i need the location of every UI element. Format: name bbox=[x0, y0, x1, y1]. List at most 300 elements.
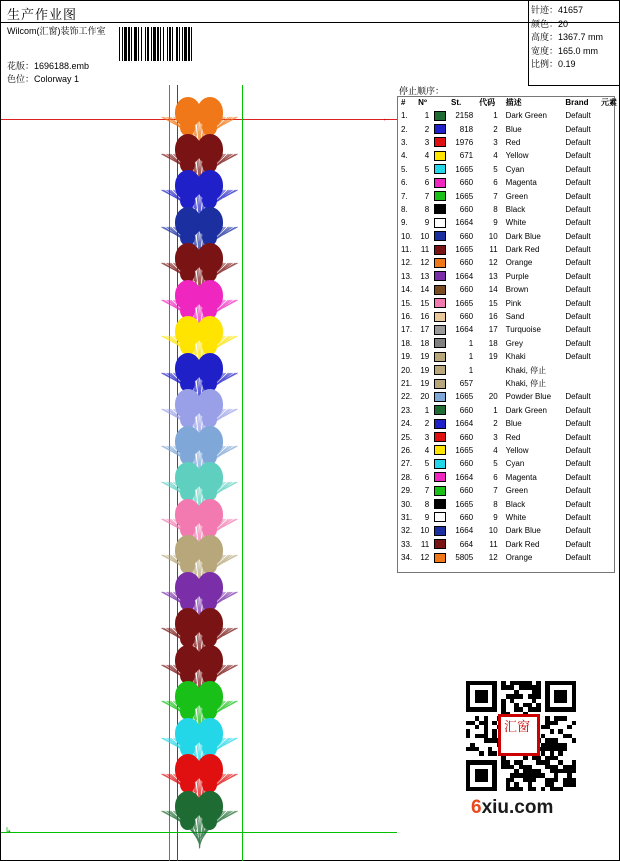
cell-number: 11 bbox=[420, 539, 430, 549]
cell-index: 7. bbox=[401, 191, 408, 201]
cell-number: 14 bbox=[420, 285, 430, 295]
marker-arrow-icon: ← bbox=[382, 114, 390, 123]
cell-description: Black bbox=[505, 499, 526, 509]
cell-description: Grey bbox=[505, 338, 523, 348]
cell-index: 28. bbox=[401, 472, 413, 482]
cell-brand: Default bbox=[565, 553, 591, 563]
table-row bbox=[399, 189, 619, 202]
cell-code: 10 bbox=[488, 526, 498, 536]
cell-code: 19 bbox=[488, 352, 498, 362]
cell-brand: Default bbox=[565, 218, 591, 228]
cell-brand: Default bbox=[565, 472, 591, 482]
cell-element bbox=[599, 203, 619, 216]
cell-number: 17 bbox=[420, 325, 430, 335]
cell-brand: Default bbox=[565, 178, 591, 188]
cell-brand: Default bbox=[565, 512, 591, 522]
col-number: Nº bbox=[418, 98, 427, 107]
table-row bbox=[399, 363, 619, 376]
cell-number: 2 bbox=[424, 124, 430, 134]
table-row bbox=[399, 122, 619, 135]
cell-index: 33. bbox=[401, 539, 413, 549]
color-swatch bbox=[434, 191, 446, 201]
cell-index: 16. bbox=[401, 312, 413, 322]
cell-number: 3 bbox=[424, 137, 430, 147]
cell-stitches: 664 bbox=[459, 539, 474, 549]
table-row bbox=[399, 350, 619, 363]
scale-value: 0.19 bbox=[558, 59, 576, 69]
cell-description: Yellow bbox=[505, 445, 529, 455]
cell-description: Green bbox=[505, 486, 528, 496]
cell-brand: Default bbox=[565, 499, 591, 509]
cell-element bbox=[599, 457, 619, 470]
cell-index: 15. bbox=[401, 298, 413, 308]
qr-module bbox=[466, 734, 470, 738]
cell-code: 7 bbox=[493, 191, 498, 201]
cell-index: 32. bbox=[401, 526, 413, 536]
cell-code: 9 bbox=[493, 512, 498, 522]
cell-brand bbox=[563, 377, 599, 390]
cell-swatch bbox=[432, 471, 449, 484]
cell-swatch bbox=[432, 390, 449, 403]
table-header-row bbox=[399, 97, 619, 109]
cell-index: 22. bbox=[401, 392, 413, 402]
col-code: 代码 bbox=[479, 98, 496, 107]
cell-swatch bbox=[432, 310, 449, 323]
cell-element bbox=[599, 216, 619, 229]
cell-element bbox=[599, 337, 619, 350]
cell-description: Dark Green bbox=[505, 111, 548, 121]
cell-swatch bbox=[432, 109, 449, 122]
cell-number: 12 bbox=[420, 553, 430, 563]
color-swatch bbox=[434, 137, 446, 147]
cell-number: 5 bbox=[424, 459, 430, 469]
cell-number: 16 bbox=[420, 312, 430, 322]
table-row bbox=[399, 323, 619, 336]
col-brand: Brand bbox=[565, 98, 589, 107]
color-swatch bbox=[434, 459, 446, 469]
qr-module bbox=[523, 756, 527, 760]
cell-brand: Default bbox=[565, 231, 591, 241]
cell-stitches: 818 bbox=[459, 124, 474, 134]
cell-code: 7 bbox=[493, 486, 498, 496]
qr-module bbox=[563, 699, 567, 703]
cell-code: 1 bbox=[493, 405, 498, 415]
cell-index: 23. bbox=[401, 405, 413, 415]
cell-brand: Default bbox=[565, 338, 591, 348]
qr-module bbox=[563, 747, 567, 751]
design-preview-canvas bbox=[1, 85, 397, 861]
cell-description: Powder Blue bbox=[505, 392, 552, 402]
color-swatch bbox=[434, 245, 446, 255]
cell-brand: Default bbox=[565, 392, 591, 402]
cell-description: White bbox=[505, 512, 527, 522]
cell-description: Khaki bbox=[505, 352, 526, 362]
cell-swatch bbox=[432, 377, 449, 390]
cell-swatch bbox=[432, 404, 449, 417]
cell-element bbox=[599, 538, 619, 551]
cell-stitches: 1665 bbox=[455, 392, 474, 402]
color-swatch bbox=[434, 526, 446, 536]
cell-description: Turquoise bbox=[505, 325, 541, 335]
info-divider-vertical bbox=[528, 1, 529, 85]
cell-stitches: 1665 bbox=[455, 245, 474, 255]
cell-index: 2. bbox=[401, 124, 408, 134]
watermark-brand bbox=[471, 797, 553, 819]
table-row bbox=[399, 310, 619, 323]
width-label: 宽度： bbox=[531, 45, 559, 56]
cell-description: Yellow bbox=[505, 151, 529, 161]
cell-element bbox=[599, 404, 619, 417]
stitches-label: 针迹： bbox=[531, 5, 559, 15]
table-row bbox=[399, 390, 619, 403]
table-row bbox=[399, 230, 619, 243]
cell-description: Orange bbox=[505, 258, 533, 268]
sequence-table bbox=[399, 97, 619, 564]
cell-element bbox=[599, 350, 619, 363]
qr-module bbox=[554, 721, 558, 725]
table-row bbox=[399, 404, 619, 417]
table-row bbox=[399, 243, 619, 256]
cell-swatch bbox=[432, 350, 449, 363]
cell-brand bbox=[563, 363, 599, 376]
cell-description: Khaki, 停止 bbox=[505, 379, 547, 388]
qr-module bbox=[554, 778, 558, 782]
page-title: 生产作业图 bbox=[7, 7, 78, 22]
motif-lobe-small bbox=[202, 813, 217, 830]
cell-element bbox=[599, 243, 619, 256]
color-swatch bbox=[434, 499, 446, 509]
cell-stitches: 1 bbox=[468, 352, 474, 362]
cell-swatch bbox=[432, 176, 449, 189]
cell-brand: Default bbox=[565, 419, 591, 429]
cell-description: Cyan bbox=[505, 164, 525, 174]
cell-stitches: 660 bbox=[459, 285, 474, 295]
cell-index: 13. bbox=[401, 271, 413, 281]
cell-index: 21. bbox=[401, 379, 413, 388]
cell-stitches: 1 bbox=[468, 338, 474, 348]
cell-description: Blue bbox=[505, 419, 522, 429]
cell-element bbox=[599, 296, 619, 309]
cell-brand: Default bbox=[565, 245, 591, 255]
cell-description: Sand bbox=[505, 312, 525, 322]
color-swatch bbox=[434, 419, 446, 429]
color-swatch bbox=[434, 392, 446, 402]
cell-stitches: 660 bbox=[459, 178, 474, 188]
cell-code: 14 bbox=[488, 285, 498, 295]
cell-stitches: 660 bbox=[459, 432, 474, 442]
cell-stitches: 1664 bbox=[455, 325, 474, 335]
color-swatch bbox=[434, 312, 446, 322]
qr-module bbox=[492, 707, 496, 711]
cell-number: 20 bbox=[420, 392, 430, 402]
cell-index: 29. bbox=[401, 486, 413, 496]
cell-stitches: 671 bbox=[459, 151, 474, 161]
color-swatch bbox=[434, 365, 446, 375]
cell-code: 6 bbox=[493, 178, 498, 188]
qr-module bbox=[479, 751, 483, 755]
cell-index: 3. bbox=[401, 137, 408, 147]
cell-stitches: 1665 bbox=[455, 298, 474, 308]
qr-module bbox=[519, 787, 523, 791]
cell-index: 18. bbox=[401, 338, 413, 348]
cell-number: 12 bbox=[420, 258, 430, 268]
cell-number: 3 bbox=[424, 432, 430, 442]
cell-brand: Default bbox=[565, 137, 591, 147]
cell-swatch bbox=[432, 497, 449, 510]
cell-stitches: 1 bbox=[468, 365, 474, 375]
cell-number: 10 bbox=[420, 231, 430, 241]
cell-stitches: 660 bbox=[459, 405, 474, 415]
cell-swatch bbox=[432, 457, 449, 470]
cell-code: 9 bbox=[493, 218, 498, 228]
cell-swatch bbox=[432, 216, 449, 229]
table-row bbox=[399, 163, 619, 176]
cell-stitches: 1664 bbox=[455, 271, 474, 281]
cell-swatch bbox=[432, 444, 449, 457]
cell-swatch bbox=[432, 270, 449, 283]
cell-code: 17 bbox=[488, 325, 498, 335]
table-row bbox=[399, 256, 619, 269]
cell-brand: Default bbox=[565, 298, 591, 308]
motif-lobe-small bbox=[180, 813, 195, 830]
table-row bbox=[399, 471, 619, 484]
cell-element bbox=[599, 363, 619, 376]
color-swatch bbox=[434, 204, 446, 214]
colors-value: 20 bbox=[558, 18, 569, 29]
cell-description: Dark Blue bbox=[505, 231, 541, 241]
color-swatch bbox=[434, 151, 446, 161]
cell-brand: Default bbox=[565, 111, 591, 121]
cell-number: 1 bbox=[424, 405, 430, 415]
qr-module bbox=[532, 787, 536, 791]
cell-index: 10. bbox=[401, 231, 413, 241]
cell-element bbox=[599, 551, 619, 564]
table-row bbox=[399, 283, 619, 296]
qr-module bbox=[572, 707, 576, 711]
cell-code: 4 bbox=[493, 445, 498, 455]
stitch-spray bbox=[151, 811, 247, 855]
title-divider bbox=[1, 22, 619, 23]
cell-index: 14. bbox=[401, 285, 413, 295]
table-row bbox=[399, 551, 619, 564]
qr-module bbox=[572, 721, 576, 725]
cell-brand: Default bbox=[565, 271, 591, 281]
color-swatch bbox=[434, 325, 446, 335]
cell-code: 13 bbox=[488, 271, 498, 281]
cell-brand: Default bbox=[565, 285, 591, 295]
table-row bbox=[399, 524, 619, 537]
table-row bbox=[399, 296, 619, 309]
cell-swatch bbox=[432, 203, 449, 216]
cell-code: 11 bbox=[489, 539, 498, 549]
color-swatch bbox=[434, 553, 446, 563]
cell-swatch bbox=[432, 149, 449, 162]
cell-number: 1 bbox=[424, 111, 430, 121]
cell-element bbox=[599, 444, 619, 457]
cell-swatch bbox=[432, 363, 449, 376]
cell-swatch bbox=[432, 551, 449, 564]
cell-description: Red bbox=[505, 432, 521, 442]
cell-element bbox=[599, 122, 619, 135]
cell-element bbox=[599, 417, 619, 430]
cell-element bbox=[599, 256, 619, 269]
cell-swatch bbox=[432, 484, 449, 497]
cell-index: 17. bbox=[401, 325, 413, 335]
color-swatch bbox=[434, 124, 446, 134]
cell-code: 10 bbox=[488, 231, 498, 241]
height-value: 1367.7 mm bbox=[558, 32, 604, 42]
table-row bbox=[399, 270, 619, 283]
cell-code: 11 bbox=[489, 245, 498, 255]
cell-index: 27. bbox=[401, 459, 413, 469]
table-row bbox=[399, 149, 619, 162]
cell-stitches: 5805 bbox=[455, 553, 474, 563]
cell-index: 30. bbox=[401, 499, 413, 509]
qr-module bbox=[519, 694, 523, 698]
cell-description: Red bbox=[505, 137, 521, 147]
cell-code: 8 bbox=[493, 204, 498, 214]
cell-description: Dark Red bbox=[505, 539, 540, 549]
colorway-label: 色位： bbox=[7, 74, 35, 84]
cell-description: Dark Green bbox=[505, 405, 548, 415]
cell-index: 6. bbox=[401, 178, 408, 188]
cell-code: 16 bbox=[488, 312, 498, 322]
cell-code: 3 bbox=[493, 432, 498, 442]
cell-stitches: 657 bbox=[459, 379, 474, 388]
cell-number: 9 bbox=[424, 512, 430, 522]
cell-stitches: 1976 bbox=[455, 137, 474, 147]
color-swatch bbox=[434, 539, 446, 549]
cell-swatch bbox=[432, 323, 449, 336]
qr-module bbox=[536, 694, 540, 698]
color-swatch bbox=[434, 285, 446, 295]
table-row bbox=[399, 511, 619, 524]
cell-description: Cyan bbox=[505, 459, 525, 469]
col-swatch bbox=[432, 97, 449, 109]
cell-element bbox=[599, 310, 619, 323]
color-swatch bbox=[434, 512, 446, 522]
cell-number: 19 bbox=[420, 352, 430, 362]
table-row bbox=[399, 484, 619, 497]
cell-stitches: 660 bbox=[459, 512, 474, 522]
color-swatch bbox=[434, 486, 446, 496]
cell-stitches: 660 bbox=[459, 204, 474, 214]
cell-element bbox=[599, 230, 619, 243]
cell-swatch bbox=[432, 430, 449, 443]
color-swatch bbox=[434, 178, 446, 188]
color-swatch bbox=[434, 258, 446, 268]
col-description: 描述 bbox=[505, 98, 522, 107]
cell-element bbox=[599, 136, 619, 149]
cell-description: Khaki, 停止 bbox=[505, 365, 547, 375]
colorway-value: Colorway 1 bbox=[34, 74, 80, 84]
cell-description: Magenta bbox=[505, 178, 537, 188]
cell-number: 10 bbox=[420, 526, 430, 536]
color-swatch bbox=[434, 164, 446, 174]
cell-stitches: 660 bbox=[459, 258, 474, 268]
cell-stitches: 1664 bbox=[455, 526, 474, 536]
color-swatch bbox=[434, 352, 446, 362]
cell-swatch bbox=[432, 538, 449, 551]
qr-module bbox=[563, 716, 567, 720]
cell-element bbox=[599, 323, 619, 336]
color-swatch bbox=[434, 298, 446, 308]
cell-brand: Default bbox=[565, 258, 591, 268]
col-stitches: St. bbox=[451, 98, 462, 107]
qr-module bbox=[532, 778, 536, 782]
cell-stitches: 660 bbox=[459, 312, 474, 322]
cell-element bbox=[599, 270, 619, 283]
cell-element bbox=[599, 524, 619, 537]
cell-element bbox=[599, 163, 619, 176]
color-swatch bbox=[434, 379, 446, 389]
table-row bbox=[399, 538, 619, 551]
stitches-value: 41657 bbox=[558, 5, 584, 15]
cell-brand: Default bbox=[565, 405, 591, 415]
cell-code: 20 bbox=[488, 392, 498, 402]
color-swatch bbox=[434, 445, 446, 455]
cell-index: 34. bbox=[401, 553, 413, 563]
cell-brand: Default bbox=[565, 459, 591, 469]
cell-description: Orange bbox=[505, 553, 533, 563]
design-name: 1696188.emb bbox=[34, 61, 90, 71]
col-index: # bbox=[401, 98, 406, 107]
table-row bbox=[399, 216, 619, 229]
cell-code: 1 bbox=[493, 111, 498, 121]
cell-description: Brown bbox=[505, 285, 529, 295]
cell-index: 19. bbox=[401, 352, 413, 362]
qr-module bbox=[572, 738, 576, 742]
cell-description: Green bbox=[505, 191, 528, 201]
cell-index: 5. bbox=[401, 164, 408, 174]
cell-number: 8 bbox=[424, 499, 430, 509]
table-row bbox=[399, 430, 619, 443]
cell-code: 3 bbox=[493, 137, 498, 147]
cell-swatch bbox=[432, 122, 449, 135]
qr-module bbox=[484, 699, 488, 703]
info-panel bbox=[531, 4, 615, 72]
cell-brand: Default bbox=[565, 526, 591, 536]
qr-module bbox=[484, 778, 488, 782]
cell-index: 4. bbox=[401, 151, 408, 161]
cell-brand: Default bbox=[565, 539, 591, 549]
color-swatch bbox=[434, 231, 446, 241]
color-swatch bbox=[434, 271, 446, 281]
cell-number: 11 bbox=[420, 245, 430, 255]
color-swatch bbox=[434, 338, 446, 348]
qr-module bbox=[475, 725, 479, 729]
cell-description: Purple bbox=[505, 271, 529, 281]
cell-swatch bbox=[432, 163, 449, 176]
cell-number: 7 bbox=[424, 486, 430, 496]
cell-stitches: 660 bbox=[459, 486, 474, 496]
cell-code: 18 bbox=[488, 338, 498, 348]
table-row bbox=[399, 136, 619, 149]
cell-code: 2 bbox=[493, 124, 498, 134]
cell-stitches: 2158 bbox=[455, 111, 474, 121]
cell-code bbox=[477, 377, 504, 390]
cell-description: Blue bbox=[505, 124, 522, 134]
cell-brand: Default bbox=[565, 432, 591, 442]
color-swatch bbox=[434, 218, 446, 228]
cell-brand: Default bbox=[565, 486, 591, 496]
cell-element bbox=[599, 497, 619, 510]
cell-swatch bbox=[432, 511, 449, 524]
cell-brand: Default bbox=[565, 325, 591, 335]
qr-module bbox=[572, 769, 576, 773]
cell-index: 26. bbox=[401, 445, 413, 455]
cell-index: 25. bbox=[401, 432, 413, 442]
